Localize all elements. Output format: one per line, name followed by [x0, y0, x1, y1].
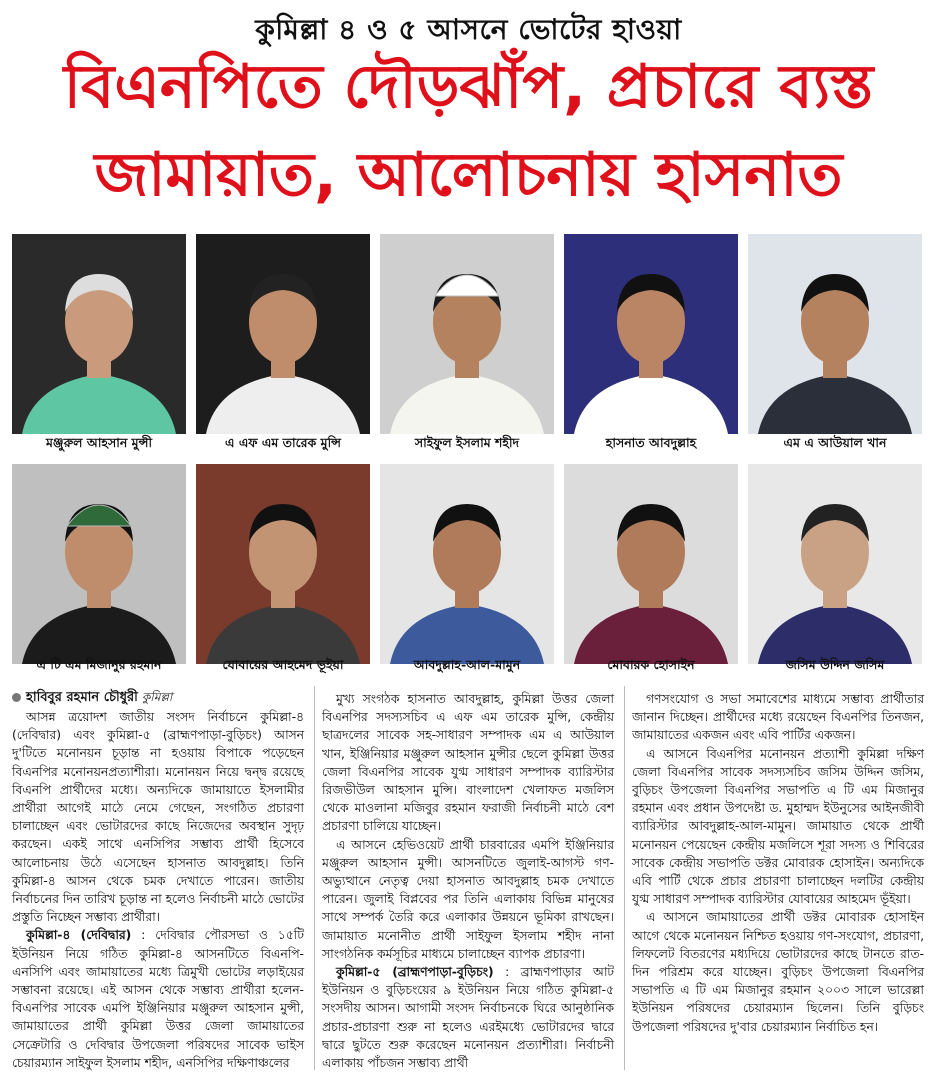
candidate-caption: জসিম উদ্দিন জসিম: [785, 657, 885, 672]
article-paragraph: [632, 745, 924, 909]
candidate-caption: হাসনাত আবদুল্লাহ: [605, 435, 697, 450]
paragraph-text: আসন্ন ত্রয়োদশ জাতীয় সংসদ নির্বাচনে কুমিল্লা-৪ (দেবিদ্বার) এবং কুমিল্লা-৫ (ব্রাহ্মণপাড়া-বুড়িচং) আসন দু'টিতে মনোনয়ন চূড়ান্ত না হওয়ায় বিপাকে পড়েছেন বিএনপির মনোনয়নপ্রত্যাশীরা। মনোনয়ন নিয়ে দ্বন্দ্ব রয়েছে বিএনপি প্রার্থীদের মধ্যে। অন্যদিকে জামায়াতে ইসলামীর প্রার্থীরা আগেই মাঠে নেমে গেছেন, সংগঠিত প্রচারণা চালাচ্ছেন এবং ভোটারদের কাছে নিজেদের অবস্থান সুদৃঢ় করছেন। একই সাথে এনসিপির সম্ভাব্য প্রার্থী হিসেবে আলোচনায় উঠে এসেছেন হাসনাত আবদুল্লাহ। তিনি কুমিল্লা-৪ আসন থেকে চমক দেখাতে পারেন। জাতীয় নির্বাচনের দিন তারিখ চূড়ান্ত না হলেও নির্বাচনী মাঠে ভোটের প্রস্তুতি নিচ্ছেন সম্ভাব্য প্রার্থীরা।: [12, 710, 304, 925]
article-paragraph: [12, 926, 304, 1072]
article-paragraph: [322, 963, 614, 1072]
candidate-caption: মোবারক হোসাইন: [607, 657, 695, 672]
paragraph-text: : ব্রাহ্মণপাড়ার আট ইউনিয়ন ও বুড়িচংয়ের ৯ ইউনিয়ন নিয়ে গঠিত কুমিল্লা-৫ সংসদীয় আসন। আগামী সংসদ নির্বাচনকে ঘিরে আনুষ্ঠানিক প্রচার-প্রচারণা শুরু না হলেও এরইমধ্যে ভোটারদের দ্বারে দ্বারে ছুটতে শুরু করেছেন মনোনয়ন প্রত্যাশীরা। নির্বাচনী এলাকায় পাঁচজন সম্ভাব্য প্রার্থী: [322, 965, 614, 1071]
article-paragraph: [12, 708, 304, 926]
bullet-icon: [12, 693, 21, 702]
article-paragraph: [632, 690, 924, 745]
candidate-caption: যোবায়ের আহমেদ ভূইয়া: [222, 657, 344, 672]
paragraph-text: : দেবিদ্বার পৌরসভা ও ১৫টি ইউনিয়ন নিয়ে গঠিত কুমিল্লা-৪ আসনটিতে বিএনপি-এনসিপি এবং জামায়াতের মধ্যে ত্রিমুখী ভোটের লড়াইয়ের সম্ভাবনা রয়েছে। এই আসন থেকে সম্ভাব্য প্রার্থীরা হলেন- বিএনপির সাবেক এমপি ইঞ্জিনিয়ার মঞ্জুরুল আহসান মুন্সী, জামায়াতের প্রার্থী কুমিল্লা উত্তর জেলা জামায়াতের সেক্রেটারি ও দেবিদ্বার উপজেলা পরিষদের সাবেক ভাইস চেয়ারম্যান সাইফুল ইসলাম শহীদ, এনসিপির দক্ষিণাঞ্চলের: [12, 928, 304, 1070]
section-subhead: কুমিল্লা-৪ (দেবিদ্বার): [26, 928, 132, 943]
candidate-caption: আবদুল্লাহ-আল-মামুন: [413, 657, 521, 672]
kicker: কুমিল্লা ৪ ও ৫ আসনে ভোটের হাওয়া: [255, 13, 682, 46]
article-column-3: [632, 690, 924, 1036]
candidate-photo: [564, 464, 738, 664]
paragraph-text: এ আসনে বিএনপির মনোনয়ন প্রত্যাশী কুমিল্লা দক্ষিণ জেলা বিএনপির সাবেক সদস্যসচিব জসিম উদ্দিন জসিম, বুড়িচং উপজেলা বিএনপির সভাপতি এ টি এম মিজানুর রহমান এবং প্রধান উপদেষ্টা ড. মুহাম্মদ ইউনুসের আইনজীবী ব্যারিস্টার আবদুল্লাহ-আল-মামুন। জামায়াত থেকে প্রার্থী মনোনয়ন পেয়েছেন কেন্দ্রীয় মজলিসে শূরা সদস্য ও শিবিরের সাবেক কেন্দ্রীয় সভাপতি ডক্টর মোবারক হোসাইন। অন্যদিকে এবি পার্টি থেকে প্রচার প্রচারণা চালাচ্ছেন দলটির কেন্দ্রীয় যুগ্ম সাধারণ সম্পাদক ব্যারিস্টার যোবায়ের আহমেদ ভূঁইয়া।: [632, 746, 924, 907]
section-subhead: কুমিল্লা-৫ (ব্রাহ্মণপাড়া-বুড়িচং): [336, 965, 494, 980]
candidate-caption: এ টি এম মিজানুর রহমান: [36, 657, 162, 672]
candidate-photo: [380, 234, 554, 434]
byline-author: হাবিবুর রহমান চৌধুরী: [26, 690, 138, 705]
article-paragraph: [322, 836, 614, 963]
candidate-photo: [12, 464, 186, 664]
candidate-photo: [196, 464, 370, 664]
candidate-photo: [380, 464, 554, 664]
article-column-2: [322, 690, 614, 1072]
candidate-caption: মঞ্জুরুল আহসান মুন্সী: [45, 435, 153, 450]
paragraph-text: এ আসনে হেভিওয়েট প্রার্থী চারবারের এমপি ইঞ্জিনিয়ার মঞ্জুরুল আহসান মুন্সী। আসনটিতে জুলাই-আগস্ট গণ-অভ্যুত্থানে নেতৃত্ব দেয়া হাসনাত আবদুল্লাহ চমক দেখাতে পারেন। জুলাই বিপ্লবের পর তিনি এলাকায় বিভিন্ন মানুষের সাথে সম্পর্ক তৈরি করে এলাকার উন্নয়নে ভূমিকা রাখছেন। জামায়াত মনোনীত প্রার্থী সাইফুল ইসলাম শহীদ নানা সাংগঠনিক কর্মসূচির মাধ্যমে চালাচ্ছেন ব্যাপক প্রচারণা।: [322, 837, 614, 961]
candidate-photo: [748, 464, 922, 664]
candidate-photo: [12, 234, 186, 434]
byline-place: কুমিল্লা: [141, 690, 173, 704]
byline: [12, 688, 172, 709]
column-divider: [624, 686, 625, 1070]
headline-line-2: জামায়াত, আলোচনায় হাসনাত: [94, 140, 843, 210]
candidate-photo: [564, 234, 738, 434]
headline-line-1: বিএনপিতে দৌড়ঝাঁপ, প্রচারে ব্যস্ত: [63, 52, 874, 122]
candidate-caption: এ এফ এম তারেক মুন্সি: [224, 435, 341, 450]
paragraph-text: মুখ্য সংগঠক হাসনাত আবদুল্লাহ, কুমিল্লা উত্তর জেলা বিএনপির সদস্যসচিব এ এফ এম তারেক মুন্সি, কেন্দ্রীয় ছাত্রদলের সাবেক সহ-সাধারণ সম্পাদক এম এ আউয়াল খান, ইঞ্জিনিয়ার মঞ্জুরুল আহসান মুন্সীর ছেলে কুমিল্লা উত্তর জেলা বিএনপির সাবেক যুগ্ম সাধারণ সম্পাদক ব্যারিস্টার রিজভীউল আহসান মুন্সি। বাংলাদেশ খেলাফত মজলিস থেকে মাওলানা মজিবুর রহমান ফরাজী নির্বাচনী মাঠে বেশ প্রচারণা চালিয়ে যাচ্ছেন।: [322, 692, 614, 834]
column-divider: [314, 686, 315, 1070]
candidate-photo: [748, 234, 922, 434]
article-paragraph: [322, 690, 614, 836]
article-column-1: [12, 708, 304, 1072]
paragraph-text: গণসংযোগ ও সভা সমাবেশের মাধ্যমে সম্ভাব্য প্রার্থীতার জানান দিচ্ছেন। প্রার্থীদের মধ্যে রয়েছেন বিএনপির তিনজন, জামায়াতের একজন এবং এবি পার্টির একজন।: [632, 692, 924, 743]
candidate-caption: সাইফুল ইসলাম শহীদ: [414, 435, 520, 450]
article-paragraph: [632, 908, 924, 1035]
candidate-photo: [196, 234, 370, 434]
candidate-caption: এম এ আউয়াল খান: [783, 435, 887, 450]
paragraph-text: এ আসনে জামায়াতের প্রার্থী ডক্টর মোবারক হোসাইন আগে থেকে মনোনয়ন নিশ্চিত হওয়ায় গণ-সংযোগ, প্রচারণা, লিফলেট বিতরণের মধ্যদিয়ে ভোটারদের কাছে টানতে রাত-দিন পরিশ্রম করে যাচ্ছেন। বুড়িচং উপজেলা বিএনপির সভাপতি এ টি এম মিজানুর রহমান ২০০৩ সালে ভারেল্লা ইউনিয়ন পরিষদের চেয়ারম্যান ছিলেন। তিনি বুড়িচং উপজেলা পরিষদের দু'বার চেয়ারম্যান নির্বাচিত হন।: [632, 910, 924, 1034]
